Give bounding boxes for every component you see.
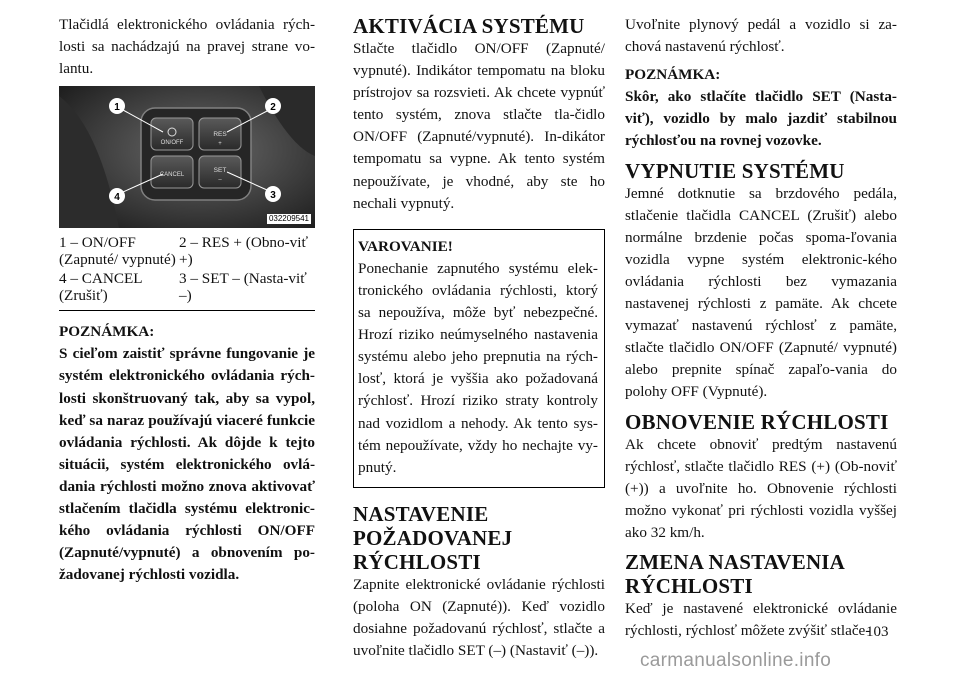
svg-text:3: 3 — [270, 190, 276, 202]
note-heading: POZNÁMKA: — [59, 323, 155, 341]
legend-item-3: 3 – SET – (Nasta-viť –) — [179, 270, 307, 305]
callout-1 — [109, 98, 125, 114]
note-heading-2: POZNÁMKA: — [625, 66, 721, 84]
warning-box — [353, 229, 605, 488]
on-off-button-label: ON/OFF — [160, 140, 184, 147]
intro-paragraph: Tlačidlá elektronického ovládania rých-losti sa nachádzajú na pravej strane vo-lantu. — [59, 16, 315, 78]
column-middle — [353, 14, 605, 662]
page-number: 103 — [866, 624, 889, 640]
deactivate-paragraph: Jemné dotknutie sa brzdového pedála, stlačenie tlačidla CANCEL (Zrušiť) alebo normálne brzdenie počas spoma-ľovania vozidla vypne systém elektronic-kého ovládania rýchlosti bez vymazania nastavenej rýchlosti z pamäte. Ak chcete vymazať nastavenú rýchlosť z pamäte, stlačte tlačidlo ON/OFF (Zapnuté/ vypnuté) alebo prepnite spínač zapaľo-vania do polohy OFF (Vypnuté). — [625, 184, 897, 401]
legend-item-2: 2 – RES + (Obno-viť +) — [179, 234, 308, 269]
cancel-button-label: CANCEL — [159, 172, 185, 179]
release-pedal-paragraph: Uvoľnite plynový pedál a vozidlo si za-chová nastavenú rýchlosť. — [625, 16, 897, 56]
legend-item-1: 1 – ON/OFF (Zapnuté/ vypnuté) — [59, 234, 176, 269]
change-speed-paragraph: Keď je nastavené elektronické ovládanie rýchlosti, rýchlosť môžete zvýšiť stlače- — [625, 599, 897, 640]
svg-text:4: 4 — [114, 192, 120, 204]
svg-text:1: 1 — [114, 102, 120, 114]
activation-paragraph: Stlačte tlačidlo ON/OFF (Zapnuté/ vypnuté). Indikátor tempomatu na bloku prístrojov sa rozsvieti. Ak chcete vypnúť tento systém, znova stlačte tla-čidlo ON/OFF (Zapnuté/vypnuté). In-dikátor tempomatu sa vypne. Ak tento systém nepoužívate, je vhodné, aby ste ho nechali vypnutý. — [353, 40, 605, 212]
set-button-sign: – — [218, 177, 222, 184]
set-button-label: SET — [213, 167, 227, 175]
res-button-label: RES — [213, 131, 227, 139]
svg-text:2: 2 — [270, 102, 276, 114]
section-heading-deactivate: VYPNUTIE SYSTÉMU — [625, 158, 845, 183]
figure-code: 032209541 — [268, 214, 309, 224]
legend-item-4: 4 – CANCEL (Zrušiť) — [59, 270, 142, 305]
column-left — [59, 14, 315, 586]
resume-paragraph: Ak chcete obnoviť predtým nastavenú rýchlosť, stlačte tlačidlo RES (+) (Ob-noviť (+)) a uvoľnite ho. Obnovenie rýchlosti možno vykonať pri rýchlosti vozidla vyššej ako 32 km/h. — [625, 435, 897, 541]
cruise-control-buttons-figure — [59, 86, 315, 228]
section-heading-change-speed: ZMENA NASTAVENIA RÝCHLOSTI — [625, 549, 846, 598]
callout-4 — [109, 188, 125, 204]
watermark: carmanualsonline.info — [640, 650, 832, 671]
section-heading-activation: AKTIVÁCIA SYSTÉMU — [353, 14, 585, 38]
warning-text: Ponechanie zapnutého systému elek-tronického ovládania rýchlosti, ktorý sa nepoužíva, môže byť nebezpečné. Hrozí riziko neúmyselného nastavenia systému alebo jeho prepnutia na rých-losť, ktorá je vyššia ako požadovaná rýchlosť. Hrozí riziko straty kontroly nad vozidlom a nehody. Ak tento sys-tém nepoužívate, vždy ho nechajte vy-pnutý. — [358, 259, 598, 476]
callout-2 — [265, 98, 281, 114]
column-right — [625, 14, 897, 642]
res-button-sign: + — [218, 141, 222, 148]
section-heading-set-speed: NASTAVENIE POŽADOVANEJ RÝCHLOSTI — [353, 501, 513, 574]
figure-legend — [59, 234, 315, 311]
note-text-2: Skôr, ako stlačíte tlačidlo SET (Nasta-viť), vozidlo by malo jazdiť stabilnou rýchlosťou na rovnej vozovke. — [625, 88, 897, 150]
steering-wheel-illustration — [59, 86, 315, 228]
note-text: S cieľom zaistiť správne fungovanie je systém elektronického ovládania rých-losti skonštruovaný tak, aby sa vypol, keď sa naraz používajú viaceré funkcie ovládania rýchlosti. Ak dôjde k tejto situácii, systém elektronického ovlá-dania rýchlosti možno znova aktivovať stlačením tlačidla systému elektronic-kého ovládania rýchlosti ON/OFF (Zapnuté/vypnuté) a obnovením po-žadovanej rýchlosti vozidla. — [59, 345, 315, 584]
warning-heading: VAROVANIE! — [358, 237, 453, 255]
section-heading-resume: OBNOVENIE RÝCHLOSTI — [625, 409, 889, 434]
set-speed-paragraph: Zapnite elektronické ovládanie rýchlosti (poloha ON (Zapnuté)). Keď vozidlo dosiahne požadovanú rýchlosť, stlačte a uvoľnite tlačidlo SET (–) (Nastaviť (–)). — [353, 575, 605, 660]
callout-3 — [265, 186, 281, 202]
